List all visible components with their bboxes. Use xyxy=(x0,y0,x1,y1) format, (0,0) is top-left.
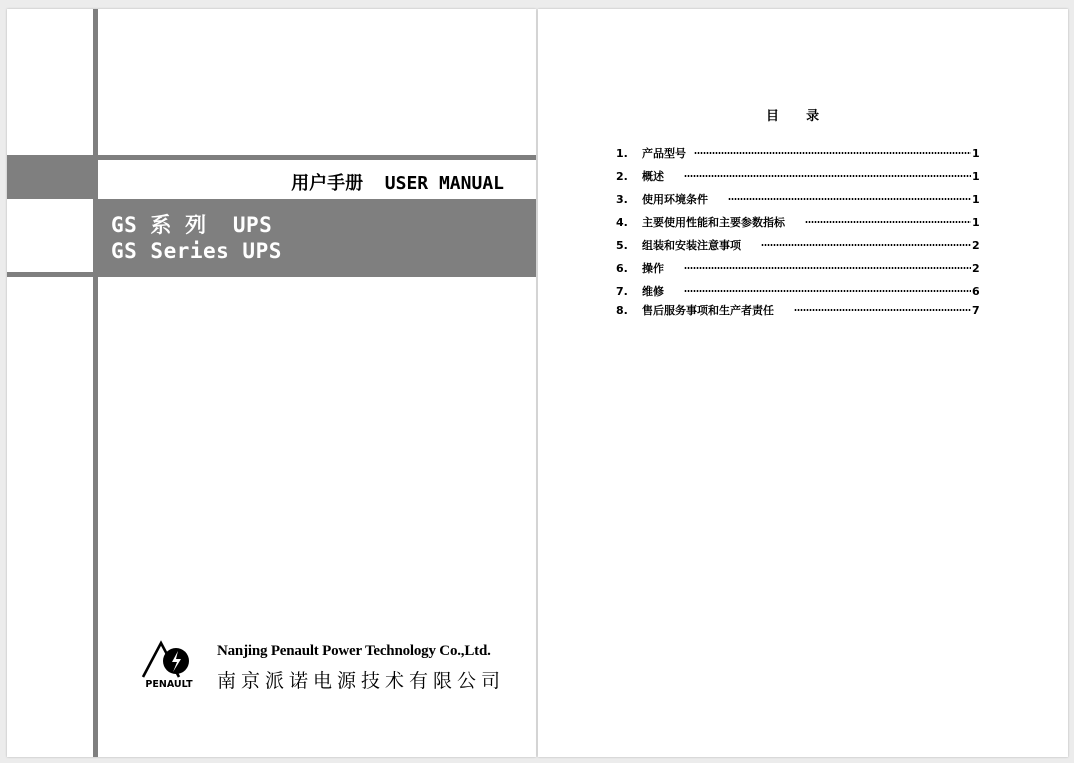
toc-item[interactable] xyxy=(616,260,978,276)
logo-wordmark: PENAULT xyxy=(145,679,193,689)
toc-item-page: 1 xyxy=(972,146,980,160)
toc-item[interactable] xyxy=(616,237,978,253)
toc-item-title: 主要使用性能和主要参数指标 xyxy=(642,216,785,229)
toc-item-page: 2 xyxy=(972,238,980,252)
toc-item-page: 7 xyxy=(972,303,980,317)
toc-item[interactable] xyxy=(616,145,978,161)
toc-item-title: 售后服务事项和生产者责任 xyxy=(642,304,774,317)
cover-page xyxy=(7,9,536,757)
cover-band-bottom-line xyxy=(7,272,93,277)
cover-band-left-block xyxy=(7,155,93,199)
toc-dot-leader xyxy=(684,290,971,292)
series-title-cn: GS 系 列 UPS xyxy=(111,213,273,237)
toc-item-title: 操作 xyxy=(642,262,664,275)
company-name-en: Nanjing Penault Power Technology Co.,Ltd. xyxy=(217,643,491,659)
toc-item-title: 使用环境条件 xyxy=(642,193,708,206)
toc-item-number: 3. xyxy=(616,192,628,206)
toc-item-title: 维修 xyxy=(642,285,664,298)
cover-band-top-line xyxy=(98,155,536,160)
toc-dot-leader xyxy=(684,175,971,177)
toc-item[interactable] xyxy=(616,302,978,318)
toc-item-page: 2 xyxy=(972,261,980,275)
toc-item[interactable] xyxy=(616,191,978,207)
toc-dot-leader xyxy=(794,309,971,311)
toc-item-number: 5. xyxy=(616,238,628,252)
toc-item[interactable] xyxy=(616,168,978,184)
penault-logo-icon xyxy=(139,637,199,689)
toc-item-number: 4. xyxy=(616,215,628,229)
toc-dot-leader xyxy=(805,221,971,223)
toc-item-number: 6. xyxy=(616,261,628,275)
cover-vertical-bar xyxy=(93,9,98,757)
toc-item-page: 1 xyxy=(972,215,980,229)
toc-dot-leader xyxy=(694,152,971,154)
toc-item[interactable] xyxy=(616,214,978,230)
toc-item-title: 组装和安装注意事项 xyxy=(642,239,741,252)
company-name-cn: 南京派诺电源技术有限公司 xyxy=(217,670,506,692)
toc-item-number: 7. xyxy=(616,284,628,298)
toc-item-page: 6 xyxy=(972,284,980,298)
toc-heading: 目 录 xyxy=(766,109,820,124)
toc-dot-leader xyxy=(684,267,971,269)
toc-page xyxy=(538,9,1068,757)
toc-item-number: 8. xyxy=(616,303,628,317)
toc-item[interactable] xyxy=(616,283,978,299)
toc-item-page: 1 xyxy=(972,192,980,206)
toc-item-title: 概述 xyxy=(642,170,664,183)
toc-item-title: 产品型号 xyxy=(642,147,686,160)
toc-dot-leader xyxy=(761,244,971,246)
series-title-en: GS Series UPS xyxy=(111,239,282,263)
toc-item-page: 1 xyxy=(972,169,980,183)
toc-item-number: 1. xyxy=(616,146,628,160)
manual-title: 用户手册 USER MANUAL xyxy=(291,173,504,194)
toc-item-number: 2. xyxy=(616,169,628,183)
toc-dot-leader xyxy=(728,198,971,200)
